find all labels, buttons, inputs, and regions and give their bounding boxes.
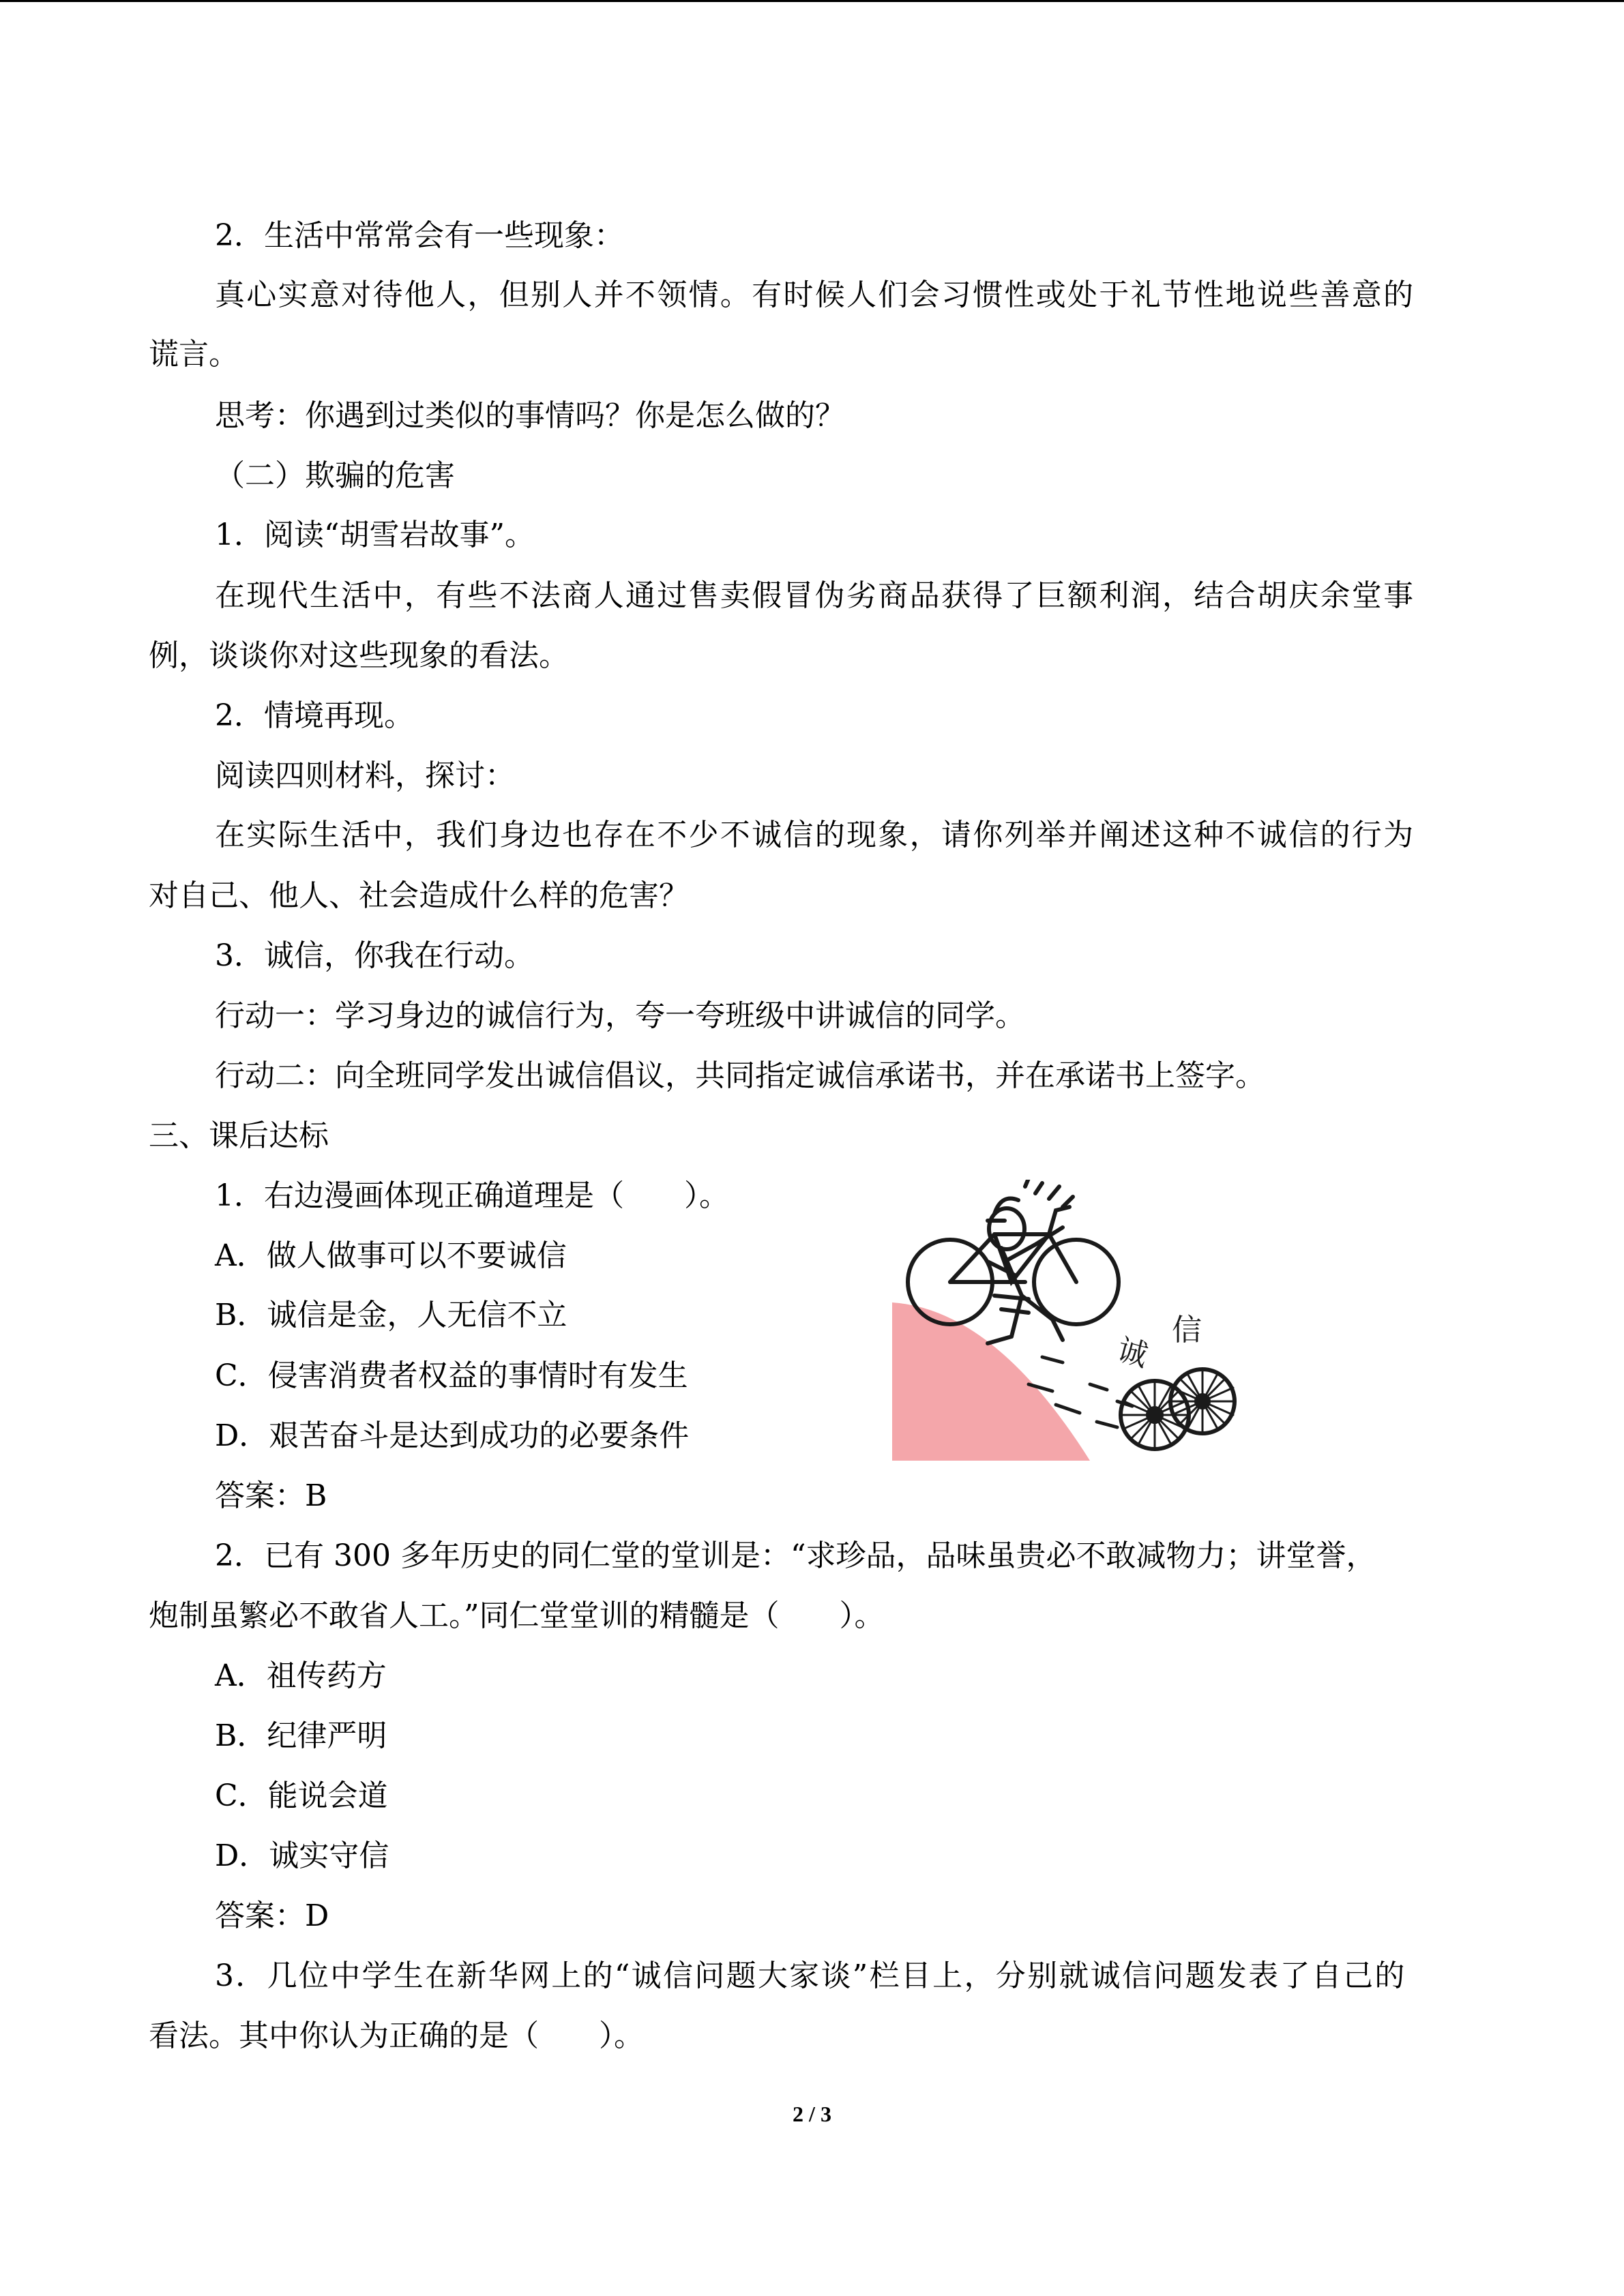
- question-text: 2．已有 300 多年历史的同仁堂的堂训是：“求珍品，品味虽贵必不敢减物力；讲堂誉，: [215, 1538, 1376, 1573]
- text-line: 1．阅读“胡雪岩故事”。: [215, 518, 535, 552]
- question-text: 看法。其中你认为正确的是（ ）。: [149, 2018, 644, 2053]
- running-man-icon: [988, 1180, 1073, 1343]
- text-line: 行动一：学习身边的诚信行为，夸一夸班级中讲诚信的同学。: [215, 998, 1025, 1033]
- cartoon-illustration: [892, 1180, 1260, 1461]
- text-line: 阅读四则材料，探讨：: [215, 758, 515, 793]
- text-line: 2．生活中常常会有一些现象：: [215, 218, 624, 253]
- question-text: 3．几位中学生在新华网上的“诚信问题大家谈”栏目上，分别就诚信问题发表了自己的: [215, 1958, 1406, 1993]
- option-c: C．能说会道: [215, 1778, 388, 1813]
- option-b: B．诚信是金，人无信不立: [215, 1298, 567, 1332]
- option-a: A．做人做事可以不要诚信: [215, 1238, 567, 1273]
- section-heading: 三、课后达标: [149, 1118, 329, 1153]
- option-d: D．诚实守信: [215, 1838, 389, 1873]
- question-text: 炮制虽繁必不敢省人工。”同仁堂堂训的精髓是（ ）。: [149, 1598, 885, 1633]
- section-heading: （二）欺骗的危害: [215, 458, 455, 493]
- text-line: 在实际生活中，我们身边也存在不少不诚信的现象，请你列举并阐述这种不诚信的行为: [215, 818, 1415, 852]
- text-line: 思考：你遇到过类似的事情吗？你是怎么做的？: [215, 398, 845, 433]
- bicycle-icon: [908, 1207, 1119, 1324]
- answer-text: 答案：B: [215, 1478, 327, 1513]
- text-line: 例，谈谈你对这些现象的看法。: [149, 638, 569, 673]
- option-d: D．艰苦奋斗是达到成功的必要条件: [215, 1418, 690, 1453]
- page-number: 2 / 3: [793, 2102, 831, 2126]
- coin-wheels-icon: [1121, 1369, 1235, 1449]
- text-line: 真心实意对待他人，但别人并不领情。有时候人们会习惯性或处于礼节性地说些善意的: [215, 278, 1415, 312]
- option-b: B．纪律严明: [215, 1718, 387, 1753]
- text-line: 3．诚信，你我在行动。: [215, 938, 534, 973]
- sign-char-xin: 信: [1172, 1313, 1202, 1347]
- option-c: C．侵害消费者权益的事情时有发生: [215, 1358, 688, 1393]
- text-line: 行动二：向全班同学发出诚信倡议，共同指定诚信承诺书，并在承诺书上签字。: [215, 1058, 1265, 1093]
- option-a: A．祖传药方: [215, 1658, 387, 1693]
- text-line: 2．情境再现。: [215, 698, 414, 733]
- text-line: 对自己、他人、社会造成什么样的危害？: [149, 878, 689, 913]
- top-border: [0, 0, 1624, 2]
- text-line: 谎言。: [149, 337, 239, 372]
- question-text: 1．右边漫画体现正确道理是（ ）。: [215, 1178, 729, 1213]
- text-line: 在现代生活中，有些不法商人通过售卖假冒伪劣商品获得了巨额利润，结合胡庆余堂事: [215, 578, 1415, 613]
- sign-char-cheng: 诚: [1113, 1332, 1152, 1374]
- hill-shape: [892, 1302, 1090, 1461]
- answer-text: 答案：D: [215, 1898, 329, 1933]
